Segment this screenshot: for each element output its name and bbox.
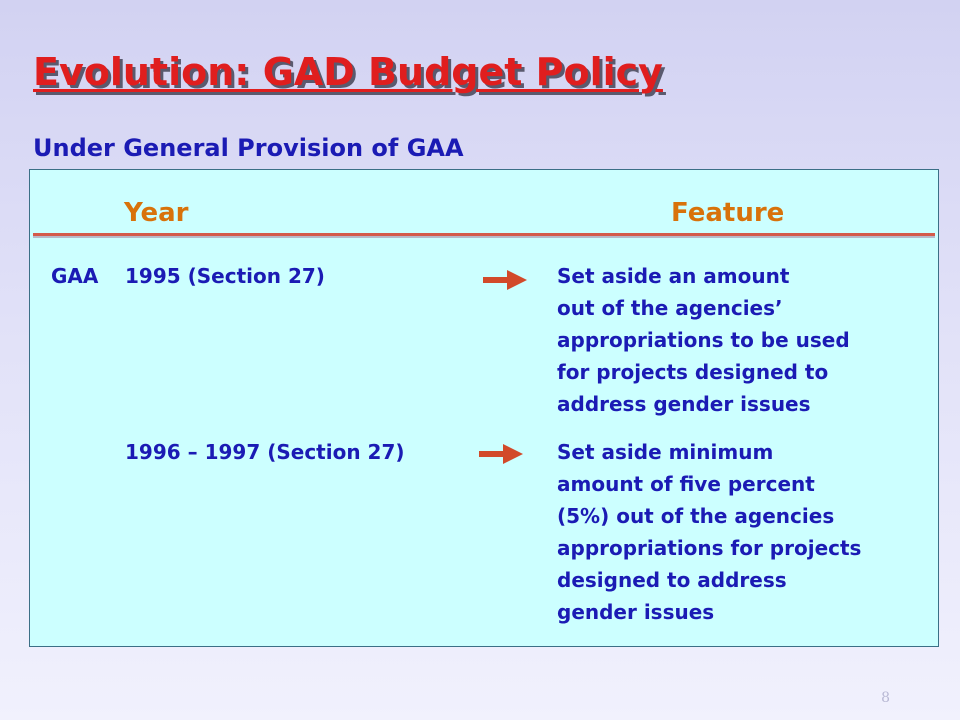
row-year-1996-1997: 1996 – 1997 (Section 27): [125, 440, 405, 464]
slide-title: Evolution: GAD Budget Policy: [33, 50, 663, 94]
feature-line: gender issues: [557, 600, 715, 624]
feature-line: Set aside minimum: [557, 440, 774, 464]
page-number: 8: [881, 690, 890, 706]
year-column-header: Year: [124, 198, 189, 228]
row-year-1995: 1995 (Section 27): [125, 264, 325, 288]
arrow-right-icon: [483, 269, 527, 291]
arrow-right-icon: [479, 443, 523, 465]
feature-line: Set aside an amount: [557, 264, 790, 288]
feature-line: appropriations for projects: [557, 536, 862, 560]
feature-column-header: Feature: [671, 198, 785, 228]
feature-line: (5%) out of the agencies: [557, 504, 835, 528]
feature-line: for projects designed to: [557, 360, 829, 384]
feature-line: amount of five percent: [557, 472, 815, 496]
feature-list-1996-1997: [557, 436, 861, 628]
feature-line: designed to address: [557, 568, 787, 592]
feature-line: address gender issues: [557, 392, 811, 416]
feature-line: appropriations to be used: [557, 328, 850, 352]
row-label-gaa: GAA: [51, 264, 99, 288]
feature-line: out of the agencies’: [557, 296, 783, 320]
policy-table-panel: [29, 169, 939, 647]
slide-subtitle: Under General Provision of GAA: [33, 134, 464, 162]
header-divider: [33, 233, 935, 236]
feature-list-1995: [557, 260, 850, 420]
